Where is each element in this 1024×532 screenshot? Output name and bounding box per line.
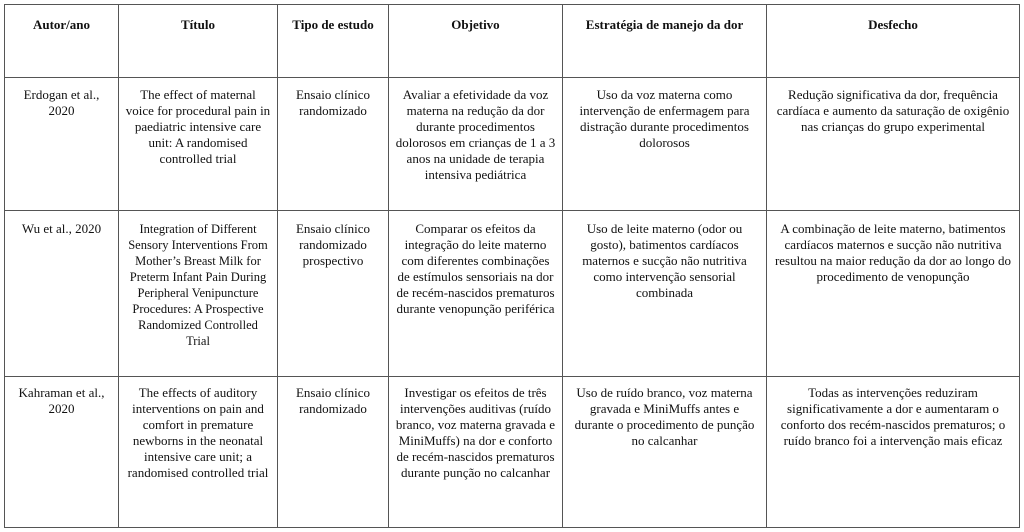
table-header-row xyxy=(5,5,1020,78)
header-objetivo: Objetivo xyxy=(389,5,563,78)
cell-estrategia: Uso da voz materna como intervenção de enfermagem para distração durante procedimentos dolorosos xyxy=(563,78,767,211)
cell-tipo: Ensaio clínico randomizado xyxy=(278,377,389,528)
cell-desfecho: A combinação de leite materno, batimentos cardíacos maternos e sucção não nutritiva resultou na maior redução da dor ao longo do procedimento de venopunção xyxy=(767,211,1020,377)
studies-table xyxy=(4,4,1020,528)
cell-objetivo: Investigar os efeitos de três intervenções auditivas (ruído branco, voz materna gravada e MiniMuffs) na dor e conforto de recém-nascidos prematuros durante punção no calcanhar xyxy=(389,377,563,528)
cell-autor: Erdogan et al., 2020 xyxy=(5,78,119,211)
cell-desfecho: Todas as intervenções reduziram significativamente a dor e aumentaram o conforto dos recém-nascidos prematuros; o ruído branco foi a intervenção mais eficaz xyxy=(767,377,1020,528)
cell-autor: Kahraman et al., 2020 xyxy=(5,377,119,528)
cell-titulo: The effects of auditory interventions on pain and comfort in premature newborns in the neonatal intensive care unit; a randomised controlled trial xyxy=(119,377,278,528)
table-row xyxy=(5,377,1020,528)
cell-desfecho: Redução significativa da dor, frequência cardíaca e aumento da saturação de oxigênio nas crianças do grupo experimental xyxy=(767,78,1020,211)
cell-tipo: Ensaio clínico randomizado xyxy=(278,78,389,211)
cell-estrategia: Uso de ruído branco, voz materna gravada e MiniMuffs antes e durante o procedimento de punção no calcanhar xyxy=(563,377,767,528)
header-tipo-estudo: Tipo de estudo xyxy=(278,5,389,78)
header-estrategia: Estratégia de manejo da dor xyxy=(563,5,767,78)
header-autor-ano: Autor/ano xyxy=(5,5,119,78)
cell-titulo: Integration of Different Sensory Interventions From Mother’s Breast Milk for Preterm Infant Pain During Peripheral Venipuncture Procedures: A Prospective Randomized Controlled Trial xyxy=(119,211,278,377)
header-titulo: Título xyxy=(119,5,278,78)
cell-autor: Wu et al., 2020 xyxy=(5,211,119,377)
cell-tipo: Ensaio clínico randomizado prospectivo xyxy=(278,211,389,377)
cell-estrategia: Uso de leite materno (odor ou gosto), batimentos cardíacos maternos e sucção não nutritiva como intervenção sensorial combinada xyxy=(563,211,767,377)
cell-objetivo: Comparar os efeitos da integração do leite materno com diferentes combinações de estímulos sensoriais na dor de recém-nascidos prematuros durante venopunção periférica xyxy=(389,211,563,377)
table-row xyxy=(5,78,1020,211)
cell-objetivo: Avaliar a efetividade da voz materna na redução da dor durante procedimentos dolorosos em crianças de 1 a 3 anos na unidade de terapia intensiva pediátrica xyxy=(389,78,563,211)
cell-titulo: The effect of maternal voice for procedural pain in paediatric intensive care unit: A randomised controlled trial xyxy=(119,78,278,211)
table-row xyxy=(5,211,1020,377)
header-desfecho: Desfecho xyxy=(767,5,1020,78)
studies-table-container xyxy=(4,4,1019,528)
